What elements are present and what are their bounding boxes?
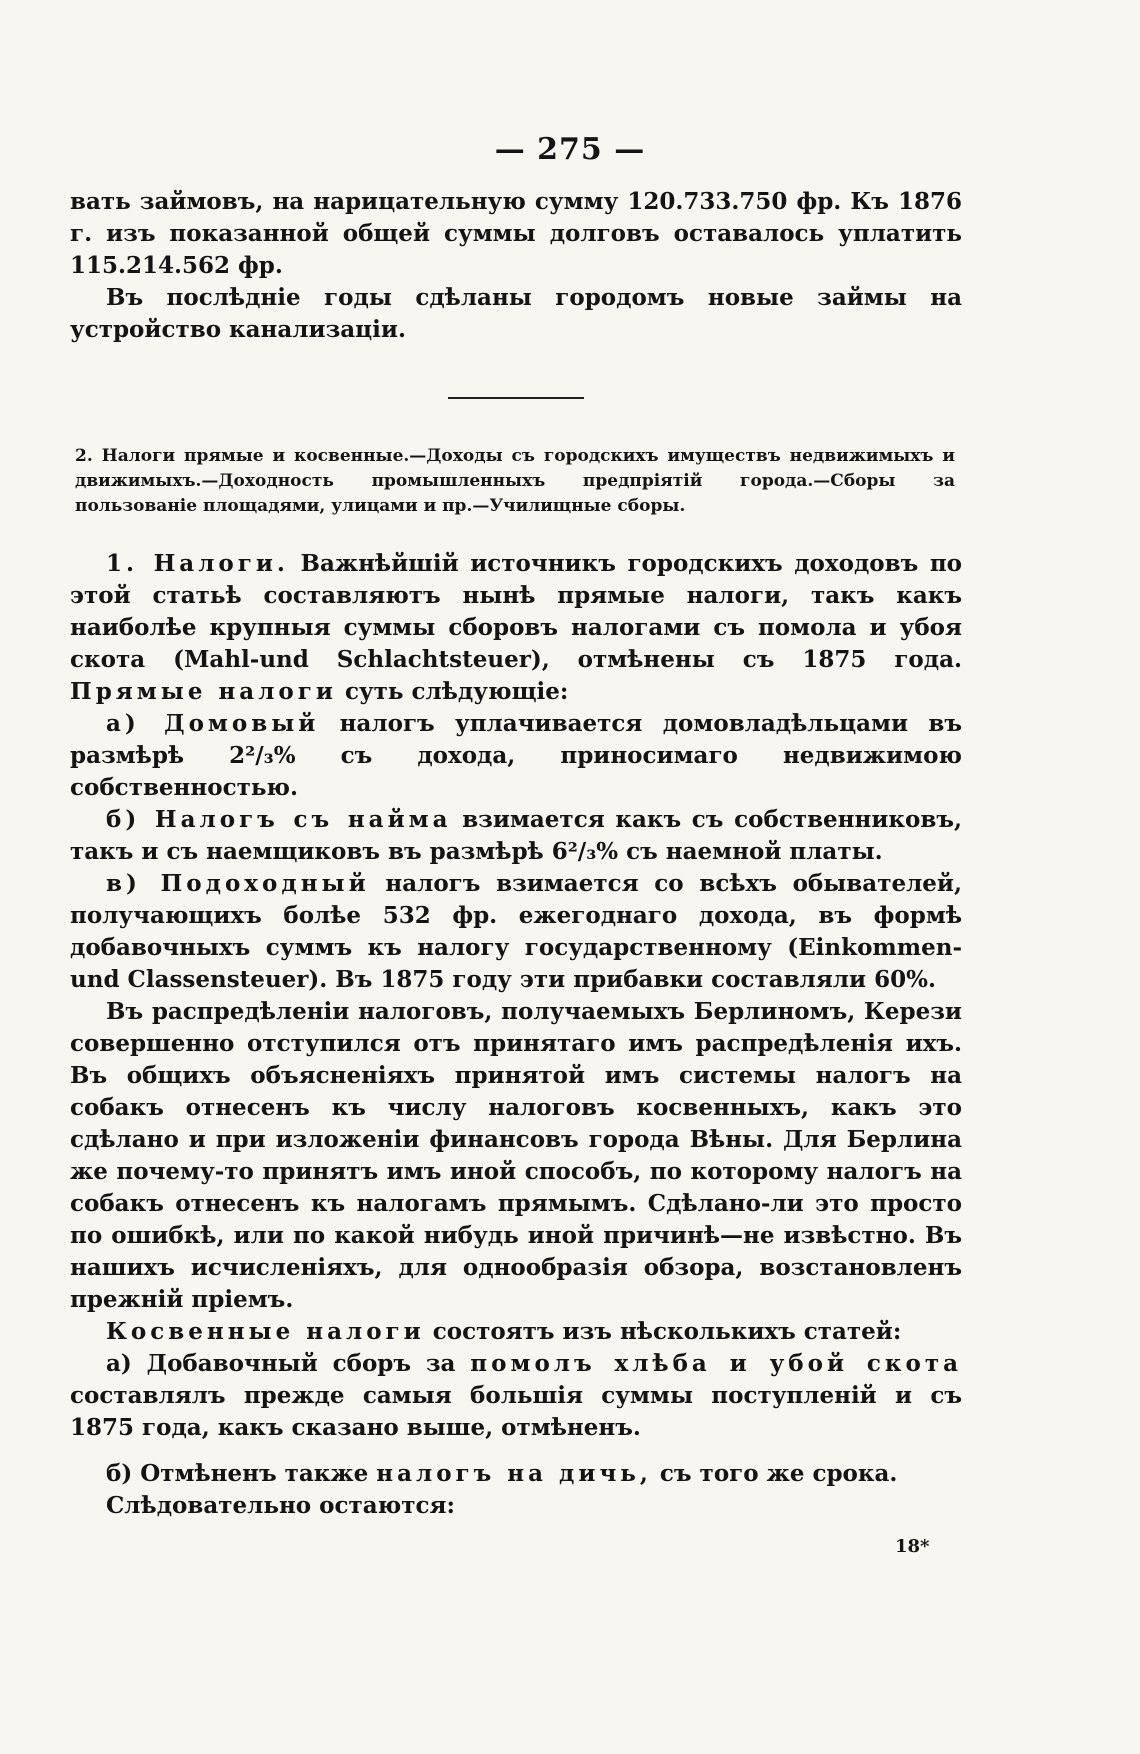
- rent-tax-text: взимается какъ съ собственниковъ, такъ и съ наемщиковъ въ размѣрѣ 6²/₃% съ наемной платы.: [70, 806, 962, 865]
- intro-paragraph-1: вать займовъ, на нарицательную сумму 120.733.750 фр. Къ 1876 г. изъ показанной общей суммы долговъ оставалось уплатить 115.214.562 фр.: [70, 188, 962, 279]
- paragraph-house-tax: [70, 708, 962, 804]
- game-tax-spaced: налогъ на дичь,: [376, 1460, 652, 1487]
- indirect-taxes-text: состоятъ изъ нѣсколькихъ статей:: [432, 1318, 902, 1345]
- section-heading: [75, 444, 955, 519]
- milling-tax-mid: сборъ за: [332, 1350, 456, 1377]
- rent-tax-label: б) Налогъ съ найма: [106, 806, 452, 833]
- milling-tax-label: а) Добавочный: [106, 1350, 318, 1377]
- house-tax-text: налогъ уплачивается домовладѣльцами въ размѣрѣ 2²/₃% съ дохода, приносимаго недвижимою собственностью.: [70, 710, 963, 801]
- paragraph-income-tax: [70, 868, 962, 996]
- page-number: — 275 —: [494, 132, 646, 167]
- income-tax-label: в) Подоходный: [106, 870, 370, 897]
- milling-tax-spaced: помолъ хлѣба и убой скота: [470, 1350, 962, 1377]
- paragraph-remaining: Слѣдовательно остаются:: [106, 1492, 455, 1519]
- paragraph-game-tax: [70, 1458, 962, 1490]
- intro-paragraph-2: Въ послѣдніе годы сдѣланы городомъ новые займы на устройство канализаціи.: [70, 284, 962, 343]
- direct-taxes-label: Прямые налоги: [70, 678, 337, 705]
- paragraph-taxes: [70, 548, 962, 708]
- game-tax-label: б) Отмѣненъ также: [106, 1460, 369, 1487]
- paragraph-rent-tax: [70, 804, 962, 868]
- house-tax-label: а) Домовый: [106, 710, 320, 737]
- milling-tax-text: составлялъ прежде самыя большія суммы поступленій и съ 1875 года, какъ сказано выше, отмѣненъ.: [70, 1382, 962, 1441]
- game-tax-text: съ того же срока.: [659, 1460, 898, 1487]
- taxes-label: 1. Налоги.: [106, 550, 289, 577]
- paragraph-indirect-taxes: [70, 1316, 962, 1348]
- section-divider: [448, 397, 584, 399]
- body-block: [70, 548, 962, 1522]
- indirect-taxes-label: Косвенные налоги: [106, 1318, 425, 1345]
- taxes-text: Важнѣйшій источникъ городскихъ доходовъ по этой статьѣ составляютъ нынѣ прямые налоги, такъ какъ наиболѣе крупныя суммы сборовъ налогами съ помола и убоя скота (Mahl-und Schlachtsteuer), отмѣнены съ 1875 года.: [70, 550, 962, 673]
- income-tax-text: налогъ взимается со всѣхъ обывателей, получающихъ болѣе 532 фр. ежегоднаго дохода, въ формѣ добавочныхъ суммъ къ налогу государственному (Einkommen-und Classensteuer). Въ 1875 году эти прибавки составляли 60%.: [70, 870, 962, 993]
- intro-block: [70, 186, 962, 346]
- signature-mark: 18*: [895, 1536, 930, 1557]
- paragraph-distribution: Въ распредѣленіи налоговъ, получаемыхъ Берлиномъ, Керези совершенно отступился отъ принятаго имъ распредѣленія ихъ. Въ общихъ объясненіяхъ принятой имъ системы налогъ на собакъ отнесенъ къ числу налоговъ косвенныхъ, какъ это сдѣлано и при изложеніи финансовъ города Вѣны. Для Берлина же почему-то принятъ имъ иной способъ, по которому налогъ на собакъ отнесенъ къ налогамъ прямымъ. Сдѣлано-ли это просто по ошибкѣ, или по какой нибудь иной причинѣ—не извѣстно. Въ нашихъ исчисленіяхъ, для однообразія обзора, возстановленъ прежній пріемъ.: [70, 998, 962, 1313]
- direct-taxes-tail: суть слѣдующіе:: [344, 678, 569, 705]
- section-heading-text: 2. Налоги прямые и косвенные.—Доходы съ городскихъ имуществъ недвижимыхъ и движимыхъ.—Доходность промышленныхъ предпріятій города.—Сборы за пользованіе площадями, улицами и пр.—Училищные сборы.: [75, 446, 955, 516]
- paragraph-milling-tax: [70, 1348, 962, 1444]
